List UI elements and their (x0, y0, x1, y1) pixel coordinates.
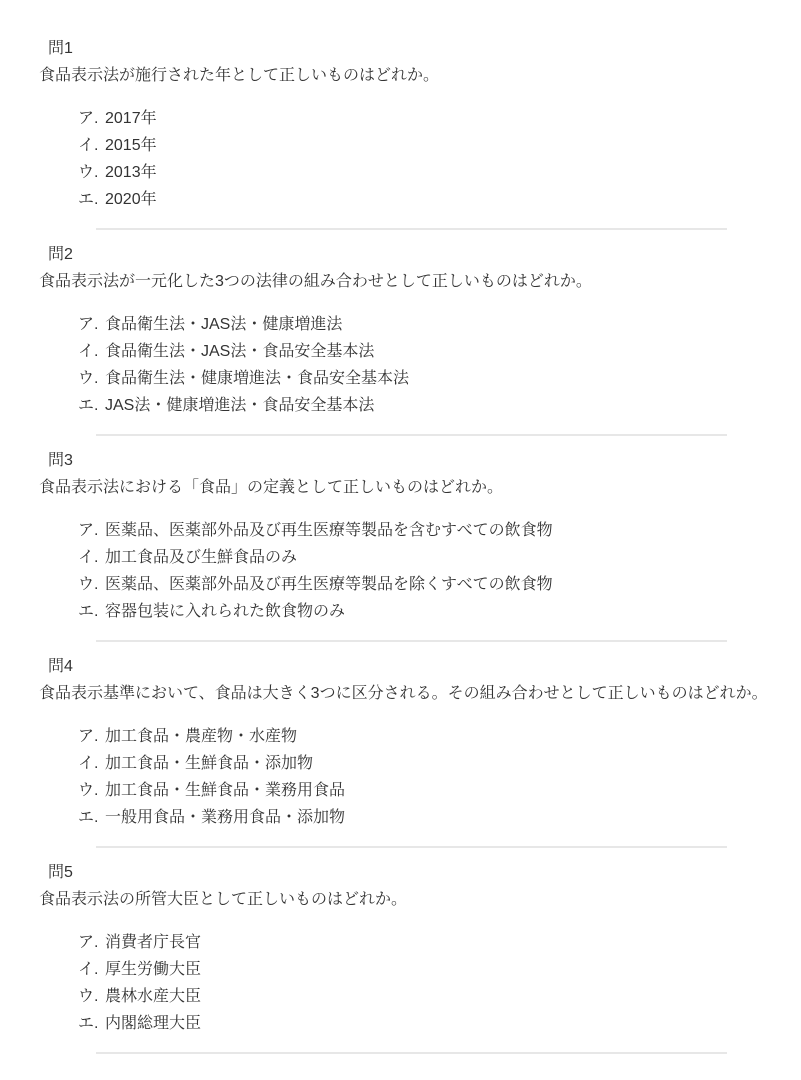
question-text: 食品表示基準において、食品は大きく3つに区分される。その組み合わせとして正しいものはどれか。 (39, 685, 768, 702)
option-label: 消費者庁長官 (105, 934, 202, 951)
option-item (78, 132, 801, 159)
option-marker: ウ. (78, 370, 99, 387)
option-marker: イ. (78, 549, 99, 566)
option-marker: ア. (78, 934, 99, 951)
option-label: 2015年 (105, 137, 157, 154)
option-marker: ウ. (78, 164, 99, 181)
option-label: 一般用食品・業務用食品・添加物 (105, 809, 346, 826)
question-number: 問3 (48, 452, 73, 469)
option-marker: ア. (78, 316, 99, 333)
option-marker: ア. (78, 728, 99, 745)
option-marker: エ. (78, 397, 99, 414)
option-marker: ウ. (78, 576, 99, 593)
question-divider (96, 228, 727, 230)
option-label: 加工食品・生鮮食品・添加物 (105, 755, 314, 772)
option-marker: エ. (78, 809, 99, 826)
question-block-1 (0, 38, 801, 230)
option-label: 厚生労働大臣 (105, 961, 202, 978)
option-item (78, 311, 801, 338)
option-item (78, 159, 801, 186)
question-number: 問1 (48, 40, 73, 57)
question-number: 問5 (48, 864, 73, 881)
option-item (78, 804, 801, 831)
option-item (78, 929, 801, 956)
question-block-3 (0, 450, 801, 642)
options-list (78, 929, 801, 1037)
option-label: 加工食品・農産物・水産物 (105, 728, 298, 745)
option-marker: ウ. (78, 988, 99, 1005)
option-label: 食品衛生法・JAS法・食品安全基本法 (105, 343, 375, 360)
option-marker: ア. (78, 110, 99, 127)
question-divider (96, 434, 727, 436)
option-item (78, 598, 801, 625)
options-list (78, 105, 801, 213)
question-text: 食品表示法が一元化した3つの法律の組み合わせとして正しいものはどれか。 (39, 273, 592, 290)
question-block-2 (0, 244, 801, 436)
option-item (78, 517, 801, 544)
option-item (78, 338, 801, 365)
option-item (78, 750, 801, 777)
option-item (78, 956, 801, 983)
option-marker: イ. (78, 961, 99, 978)
option-label: JAS法・健康増進法・食品安全基本法 (105, 397, 375, 414)
option-item (78, 723, 801, 750)
question-text: 食品表示法の所管大臣として正しいものはどれか。 (39, 891, 408, 908)
option-item (78, 186, 801, 213)
option-item (78, 571, 801, 598)
option-marker: イ. (78, 137, 99, 154)
options-list (78, 723, 801, 831)
option-label: 2020年 (105, 191, 157, 208)
options-list (78, 517, 801, 625)
option-label: 医薬品、医薬部外品及び再生医療等製品を含むすべての飲食物 (105, 522, 553, 539)
option-label: 医薬品、医薬部外品及び再生医療等製品を除くすべての飲食物 (105, 576, 553, 593)
option-marker: エ. (78, 191, 99, 208)
question-divider (96, 1052, 727, 1054)
option-item (78, 105, 801, 132)
option-item (78, 544, 801, 571)
option-marker: イ. (78, 755, 99, 772)
option-label: 食品衛生法・JAS法・健康増進法 (105, 316, 343, 333)
question-divider (96, 640, 727, 642)
option-label: 2013年 (105, 164, 157, 181)
option-label: 加工食品・生鮮食品・業務用食品 (105, 782, 346, 799)
option-item (78, 392, 801, 419)
options-list (78, 311, 801, 419)
question-number: 問4 (48, 658, 73, 675)
option-marker: イ. (78, 343, 99, 360)
option-marker: エ. (78, 603, 99, 620)
option-label: 内閣総理大臣 (105, 1015, 202, 1032)
question-text: 食品表示法が施行された年として正しいものはどれか。 (39, 67, 440, 84)
option-item (78, 1010, 801, 1037)
question-block-4 (0, 656, 801, 848)
option-label: 容器包装に入れられた飲食物のみ (105, 603, 346, 620)
option-item (78, 365, 801, 392)
option-label: 2017年 (105, 110, 157, 127)
question-block-5 (0, 862, 801, 1054)
question-text: 食品表示法における「食品」の定義として正しいものはどれか。 (39, 479, 504, 496)
option-marker: ウ. (78, 782, 99, 799)
question-divider (96, 846, 727, 848)
option-label: 食品衛生法・健康増進法・食品安全基本法 (105, 370, 410, 387)
option-label: 農林水産大臣 (105, 988, 202, 1005)
option-label: 加工食品及び生鮮食品のみ (105, 549, 298, 566)
option-item (78, 777, 801, 804)
option-item (78, 983, 801, 1010)
option-marker: エ. (78, 1015, 99, 1032)
question-number: 問2 (48, 246, 73, 263)
option-marker: ア. (78, 522, 99, 539)
